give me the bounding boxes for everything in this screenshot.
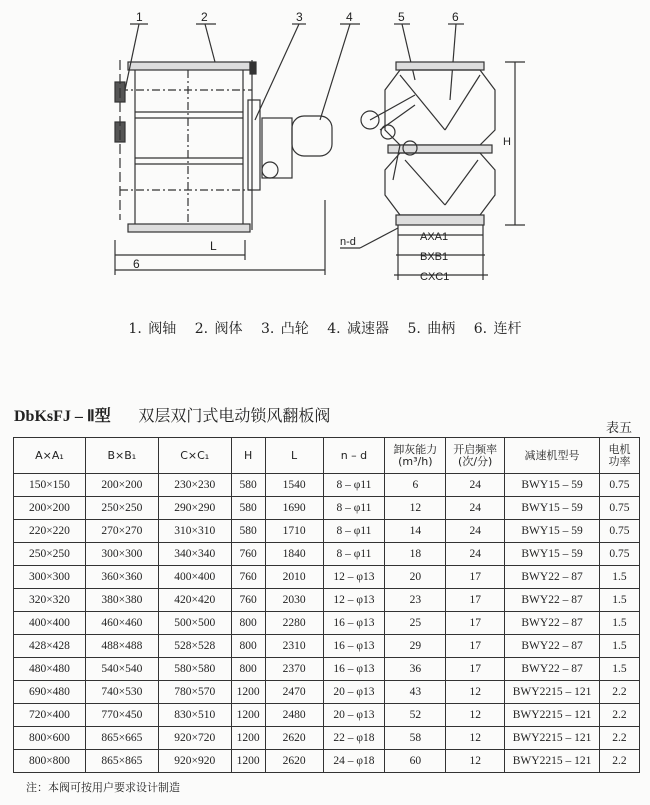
table-cell: 1.5: [599, 635, 639, 658]
table-cell: 1540: [265, 474, 323, 497]
table-cell: 22 – φ18: [323, 727, 385, 750]
table-cell: 36: [385, 658, 446, 681]
footnote: 注：本阀可按用户要求设计制造: [26, 781, 180, 794]
table-cell: 250×250: [85, 497, 158, 520]
table-cell: 43: [385, 681, 446, 704]
table-row: [14, 589, 640, 612]
column-header: L: [265, 438, 323, 474]
table-cell: 300×300: [85, 543, 158, 566]
column-header: 电机 功率: [599, 438, 639, 474]
table-row: [14, 612, 640, 635]
table-cell: 760: [231, 543, 265, 566]
table-cell: 0.75: [599, 543, 639, 566]
table-cell: 800: [231, 635, 265, 658]
table-cell: BWY22 – 87: [505, 589, 600, 612]
table-row: [14, 704, 640, 727]
table-cell: 52: [385, 704, 446, 727]
table-cell: 150×150: [14, 474, 86, 497]
table-cell: BWY22 – 87: [505, 658, 600, 681]
table-cell: 0.75: [599, 520, 639, 543]
table-row: [14, 474, 640, 497]
part-number: 1: [136, 10, 143, 24]
legend-item: 6. 连杆: [473, 321, 522, 337]
table-cell: 8 – φ11: [323, 543, 385, 566]
table-cell: 200×200: [85, 474, 158, 497]
valve-technical-drawing: [0, 0, 650, 300]
table-cell: 17: [446, 566, 505, 589]
table-cell: 24: [446, 497, 505, 520]
part-number: 3: [296, 10, 303, 24]
table-cell: 310×310: [158, 520, 231, 543]
table-cell: 18: [385, 543, 446, 566]
table-cell: 428×428: [14, 635, 86, 658]
dim-H-label: H: [503, 136, 511, 148]
column-header: 开启频率 (次/分): [446, 438, 505, 474]
table-cell: 540×540: [85, 658, 158, 681]
table-cell: 800×600: [14, 727, 86, 750]
table-row: [14, 635, 640, 658]
table-cell: 1200: [231, 750, 265, 773]
spec-table: [13, 437, 640, 773]
table-cell: 20 – φ13: [323, 681, 385, 704]
side-view: [115, 60, 332, 275]
table-cell: 340×340: [158, 543, 231, 566]
table-cell: 580: [231, 497, 265, 520]
table-cell: 16 – φ13: [323, 658, 385, 681]
table-row: [14, 750, 640, 773]
dim-B-label: BXB1: [420, 251, 449, 263]
table-cell: 2470: [265, 681, 323, 704]
table-row: [14, 658, 640, 681]
table-cell: 2010: [265, 566, 323, 589]
table-cell: 760: [231, 589, 265, 612]
table-cell: 17: [446, 635, 505, 658]
table-cell: 250×250: [14, 543, 86, 566]
table-cell: 760: [231, 566, 265, 589]
table-cell: 23: [385, 589, 446, 612]
table-cell: 320×320: [14, 589, 86, 612]
table-cell: 1200: [231, 727, 265, 750]
dim-nd-label: n-d: [340, 236, 356, 248]
table-cell: 2.2: [599, 750, 639, 773]
table-cell: BWY22 – 87: [505, 635, 600, 658]
table-cell: 12: [385, 497, 446, 520]
table-cell: 1.5: [599, 612, 639, 635]
table-cell: 380×380: [85, 589, 158, 612]
table-cell: 2310: [265, 635, 323, 658]
table-cell: 29: [385, 635, 446, 658]
legend-item: 5. 曲柄: [407, 321, 456, 337]
table-cell: BWY2215 – 121: [505, 681, 600, 704]
table-cell: 290×290: [158, 497, 231, 520]
table-cell: 2620: [265, 727, 323, 750]
table-cell: 2030: [265, 589, 323, 612]
table-cell: 230×230: [158, 474, 231, 497]
table-cell: BWY2215 – 121: [505, 727, 600, 750]
table-cell: 480×480: [14, 658, 86, 681]
table-cell: BWY15 – 59: [505, 520, 600, 543]
table-cell: 24: [446, 543, 505, 566]
table-header-row: [14, 438, 640, 474]
column-header: n – d: [323, 438, 385, 474]
table-cell: 865×865: [85, 750, 158, 773]
table-cell: 20: [385, 566, 446, 589]
table-cell: 460×460: [85, 612, 158, 635]
table-cell: 2620: [265, 750, 323, 773]
table-cell: 488×488: [85, 635, 158, 658]
table-cell: 2370: [265, 658, 323, 681]
table-cell: 2280: [265, 612, 323, 635]
part-legend: [0, 318, 650, 338]
table-cell: 2.2: [599, 704, 639, 727]
table-cell: 270×270: [85, 520, 158, 543]
table-row: [14, 727, 640, 750]
dim-6-label: 6: [133, 257, 140, 271]
table-cell: 24: [446, 474, 505, 497]
table-cell: 400×400: [14, 612, 86, 635]
model-code: DbKsFJ – Ⅱ型: [14, 408, 111, 425]
part-number: 6: [452, 10, 459, 24]
table-cell: 1200: [231, 681, 265, 704]
table-cell: 360×360: [85, 566, 158, 589]
table-cell: 58: [385, 727, 446, 750]
table-cell: 14: [385, 520, 446, 543]
table-cell: 528×528: [158, 635, 231, 658]
table-cell: 2480: [265, 704, 323, 727]
column-header: H: [231, 438, 265, 474]
table-cell: 500×500: [158, 612, 231, 635]
table-cell: 580: [231, 520, 265, 543]
table-cell: 16 – φ13: [323, 612, 385, 635]
dim-L-label: L: [210, 239, 217, 253]
table-cell: 12 – φ13: [323, 566, 385, 589]
column-header: 卸灰能力 (m³/h): [385, 438, 446, 474]
table-cell: 1.5: [599, 589, 639, 612]
table-cell: 24 – φ18: [323, 750, 385, 773]
table-cell: BWY15 – 59: [505, 497, 600, 520]
table-cell: 220×220: [14, 520, 86, 543]
dim-C-label: CXC1: [420, 271, 450, 283]
table-cell: BWY22 – 87: [505, 566, 600, 589]
table-cell: 800×800: [14, 750, 86, 773]
table-cell: 2.2: [599, 681, 639, 704]
part-number: 5: [398, 10, 405, 24]
table-cell: 12: [446, 681, 505, 704]
table-cell: 8 – φ11: [323, 497, 385, 520]
table-cell: 12: [446, 704, 505, 727]
table-cell: 20 – φ13: [323, 704, 385, 727]
table-cell: 800: [231, 658, 265, 681]
table-row: [14, 497, 640, 520]
dim-A-label: AXA1: [420, 231, 449, 243]
table-cell: BWY15 – 59: [505, 543, 600, 566]
table-cell: 12: [446, 727, 505, 750]
table-cell: 60: [385, 750, 446, 773]
table-cell: BWY15 – 59: [505, 474, 600, 497]
table-cell: 16 – φ13: [323, 635, 385, 658]
table-cell: 920×920: [158, 750, 231, 773]
table-row: [14, 566, 640, 589]
table-cell: 17: [446, 612, 505, 635]
product-name: 双层双门式电动锁风翻板阀: [138, 406, 331, 425]
table-cell: 2.2: [599, 727, 639, 750]
table-cell: 580: [231, 474, 265, 497]
column-header: B×B₁: [85, 438, 158, 474]
table-cell: 420×420: [158, 589, 231, 612]
part-number: 2: [201, 10, 208, 24]
table-cell: 770×450: [85, 704, 158, 727]
table-cell: 1.5: [599, 566, 639, 589]
table-cell: 690×480: [14, 681, 86, 704]
table-cell: 200×200: [14, 497, 86, 520]
table-cell: 0.75: [599, 497, 639, 520]
table-cell: 830×510: [158, 704, 231, 727]
table-cell: 12: [446, 750, 505, 773]
table-cell: 1710: [265, 520, 323, 543]
table-cell: 17: [446, 658, 505, 681]
table-title: [14, 403, 330, 426]
table-row: [14, 543, 640, 566]
part-number: 4: [346, 10, 353, 24]
table-cell: 1200: [231, 704, 265, 727]
table-cell: 0.75: [599, 474, 639, 497]
table-cell: 25: [385, 612, 446, 635]
table-number: 表五: [605, 421, 632, 436]
table-cell: 400×400: [158, 566, 231, 589]
front-view: [340, 62, 525, 283]
table-cell: 12 – φ13: [323, 589, 385, 612]
column-header: A×A₁: [14, 438, 86, 474]
table-row: [14, 520, 640, 543]
legend-item: 3. 凸轮: [260, 321, 309, 337]
column-header: C×C₁: [158, 438, 231, 474]
table-cell: 720×400: [14, 704, 86, 727]
legend-item: 2. 阀体: [194, 321, 243, 337]
table-cell: 920×720: [158, 727, 231, 750]
table-row: [14, 681, 640, 704]
table-cell: 740×530: [85, 681, 158, 704]
table-cell: 1690: [265, 497, 323, 520]
table-cell: 8 – φ11: [323, 520, 385, 543]
table-cell: 580×580: [158, 658, 231, 681]
table-cell: BWY2215 – 121: [505, 750, 600, 773]
table-cell: 300×300: [14, 566, 86, 589]
table-cell: 6: [385, 474, 446, 497]
table-cell: BWY22 – 87: [505, 612, 600, 635]
legend-item: 1. 阀轴: [128, 321, 177, 337]
table-cell: 800: [231, 612, 265, 635]
table-cell: 1.5: [599, 658, 639, 681]
table-cell: 865×665: [85, 727, 158, 750]
table-cell: 24: [446, 520, 505, 543]
table-cell: BWY2215 – 121: [505, 704, 600, 727]
legend-item: 4. 减速器: [327, 321, 390, 337]
column-header: 减速机型号: [505, 438, 600, 474]
table-cell: 1840: [265, 543, 323, 566]
table-cell: 8 – φ11: [323, 474, 385, 497]
table-cell: 780×570: [158, 681, 231, 704]
table-cell: 17: [446, 589, 505, 612]
